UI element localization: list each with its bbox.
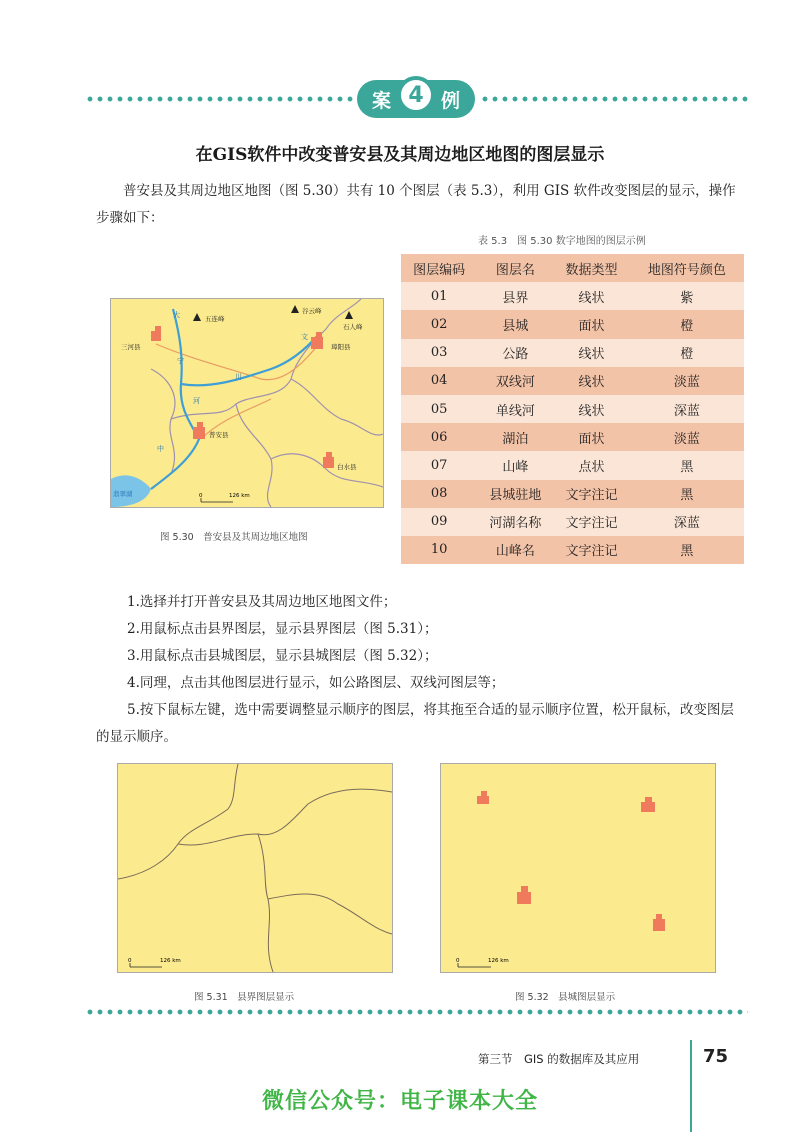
watermark: 微信公众号：电子课本大全 (261, 1089, 538, 1114)
label-gukong: 谷云峰 (302, 307, 322, 315)
case-badge-right: 例 (441, 89, 461, 112)
label-wuyun: 五连峰 (205, 315, 225, 323)
step-2: 2.用鼠标点击县界图层，显示县界图层（图 5.31）； (127, 621, 438, 637)
table-cell: 公路 (502, 347, 529, 363)
table-cell: 文字注记 (565, 544, 618, 560)
table-row (401, 451, 744, 479)
table-cell: 双线河 (495, 375, 535, 391)
table-cell: 淡蓝 (673, 375, 700, 391)
label-puan: 普安县 (209, 431, 229, 439)
table-cell: 09 (430, 514, 448, 530)
scale-zero: 0 (199, 493, 203, 499)
step-5: 5.按下鼠标左键，选中需要调整显示顺序的图层，将其拖至合适的显示顺序位置，松开鼠标，改变图层的显示顺序。 (96, 702, 734, 745)
table-cell: 河湖名称 (489, 516, 542, 532)
step-1: 1.选择并打开普安县及其周边地区地图文件； (127, 594, 397, 610)
scale-label: 126 km (488, 958, 509, 964)
layer-table (401, 254, 744, 564)
scale-label: 126 km (229, 493, 250, 499)
table-cell: 黑 (680, 488, 694, 504)
county-borders (118, 764, 392, 972)
table-cell: 紫 (680, 290, 694, 306)
table-row (401, 536, 744, 564)
table-header: 图层名 (495, 262, 535, 278)
table-row (401, 282, 744, 310)
table-cell: 07 (430, 457, 448, 473)
table-cell: 线状 (578, 347, 605, 363)
table-cell: 线状 (578, 290, 605, 306)
case-title: 在GIS软件中改变普安县及其周边地区地图的图层显示 (195, 145, 605, 165)
label-river-4: 中 (157, 445, 164, 453)
label-zhangyang: 璋阳县 (331, 343, 351, 351)
table-cell: 点状 (578, 459, 605, 475)
table-row (401, 310, 744, 338)
label-sanhe: 三河县 (121, 343, 141, 351)
map-county-towns (440, 763, 716, 973)
table-cell: 山峰名 (495, 544, 535, 560)
label-baishui: 白水县 (337, 463, 357, 471)
table-cell: 面状 (578, 431, 605, 447)
table-header: 图层编码 (413, 262, 466, 278)
table-cell: 02 (430, 316, 448, 332)
table-row (401, 367, 744, 395)
rivers (151, 309, 319, 489)
table-cell: 县界 (502, 290, 529, 306)
table-cell: 线状 (578, 403, 605, 419)
fig-caption-532: 图 5.32 县城图层显示 (515, 992, 616, 1003)
table-cell: 山峰 (502, 459, 529, 475)
table-cell: 10 (430, 542, 448, 558)
footer-divider (85, 1009, 748, 1015)
label-river-2: 宁 (177, 357, 184, 365)
table-row (401, 339, 744, 367)
table-cell: 03 (430, 345, 448, 361)
table-cell: 文字注记 (565, 516, 618, 532)
map-county-towns-svg (441, 764, 715, 972)
map-county-borders-svg (118, 764, 392, 972)
map-puan-region (110, 298, 384, 508)
step-3: 3.用鼠标点击县城图层，显示县城图层（图 5.32）； (127, 648, 438, 664)
table-cell: 04 (430, 373, 448, 389)
table-cell: 06 (430, 429, 448, 445)
fig-caption-530: 图 5.30 普安县及其周边地区地图 (160, 532, 308, 543)
page-number: 75 (703, 1046, 729, 1067)
table-header: 地图符号颜色 (647, 262, 726, 278)
table-cell: 湖泊 (502, 431, 529, 447)
scale-bar-531 (128, 958, 181, 967)
table-cell: 橙 (680, 347, 694, 363)
fig-caption-531: 图 5.31 县界图层显示 (194, 992, 295, 1003)
label-river-5: 文 (301, 333, 308, 341)
scale-zero: 0 (456, 958, 460, 964)
case-badge-left: 案 (371, 89, 391, 112)
table-cell: 面状 (578, 318, 605, 334)
table-cell: 08 (430, 486, 448, 502)
table-header: 数据类型 (565, 262, 618, 278)
table-cell: 深蓝 (673, 403, 700, 419)
table-cell: 01 (430, 288, 448, 304)
label-river-1: 大 (173, 311, 180, 319)
scale-zero: 0 (128, 958, 132, 964)
footer-section: 第三节 GIS 的数据库及其应用 (478, 1052, 640, 1066)
table-row (401, 423, 744, 451)
map-scale-bar (199, 493, 250, 502)
table-cell: 黑 (680, 544, 694, 560)
table-row (401, 395, 744, 423)
table-cell: 深蓝 (673, 516, 700, 532)
label-lake: 翡翠湖 (113, 490, 133, 498)
case-badge (357, 80, 475, 118)
table-cell: 橙 (680, 318, 694, 334)
intro-paragraph: 普安县及其周边地区地图（图 5.30）共有 10 个图层（表 5.3），利用 GIS 软件改变图层的显示，操作步骤如下： (96, 183, 736, 226)
table-cell: 淡蓝 (673, 431, 700, 447)
table-cell: 文字注记 (565, 488, 618, 504)
scale-label: 126 km (160, 958, 181, 964)
table-caption: 表 5.3 图 5.30 数字地图的图层示例 (478, 236, 646, 247)
step-4: 4.同理，点击其他图层进行显示，如公路图层、双线河图层等； (127, 675, 505, 691)
label-river-3: 河 (193, 397, 200, 405)
scale-bar-532 (456, 958, 509, 967)
label-shiren: 石人峰 (343, 323, 363, 331)
table-cell: 线状 (578, 375, 605, 391)
table-cell: 单线河 (495, 403, 535, 419)
label-river-6: 川 (235, 373, 242, 381)
map-puan-region-svg (111, 299, 383, 507)
table-row (401, 480, 744, 508)
header-divider-left (85, 96, 353, 102)
towns (477, 791, 665, 931)
case-badge-number: 4 (397, 76, 435, 114)
table-cell: 县城 (502, 318, 529, 334)
table-row (401, 508, 744, 536)
table-cell: 县城驻地 (489, 488, 542, 504)
table-cell: 05 (430, 401, 448, 417)
header-divider-right (480, 96, 748, 102)
table-header-row (401, 254, 744, 282)
map-county-borders (117, 763, 393, 973)
table-cell: 黑 (680, 459, 694, 475)
